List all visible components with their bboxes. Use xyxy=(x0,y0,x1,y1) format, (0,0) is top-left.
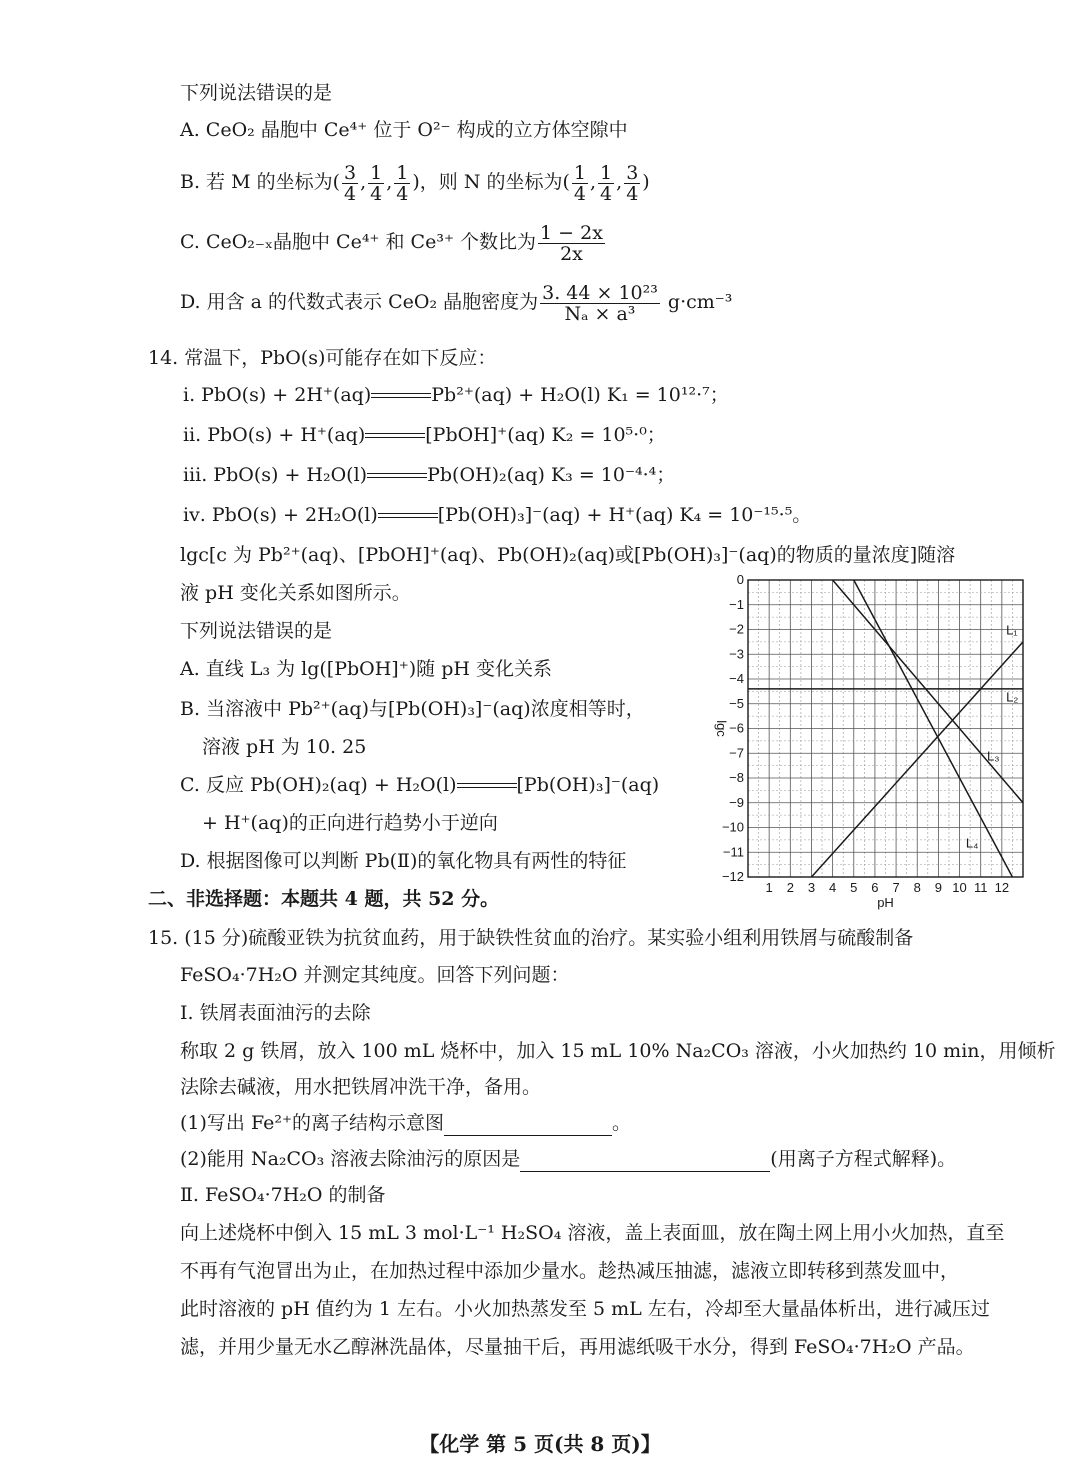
x-tick-label: 11 xyxy=(973,880,988,895)
x-tick-label: 2 xyxy=(786,880,794,895)
q15-sub-2: (2)能用 Na₂CO₃ 溶液去除油污的原因是 (用离子方程式解释)。 xyxy=(180,1148,957,1170)
q13-option-c: C. CeO₂₋ₓ晶胞中 Ce⁴⁺ 和 Ce³⁺ 个数比为 $\frac{1 - 2x}{2x}$ xyxy=(180,221,603,265)
q15-line-1: 15. (15 分)硫酸亚铁为抗贫血药，用于缺铁性贫血的治疗。某实验小组利用铁屑与硫酸制备 xyxy=(148,927,914,949)
y-tick-label: −5 xyxy=(729,695,744,711)
y-tick-label: −8 xyxy=(729,770,744,785)
lgc-ph-chart xyxy=(705,570,1035,915)
x-tick-label: 3 xyxy=(807,880,816,895)
q15-line-2: FeSO₄·7H₂O 并测定其纯度。回答下列问题： xyxy=(180,964,570,986)
x-tick-label: 1 xyxy=(765,880,773,895)
q13-option-a: A. CeO₂ 晶胞中 Ce⁴⁺ 位于 O²⁻ 构成的立方体空隙中 xyxy=(180,119,628,141)
y-tick-label: −1 xyxy=(729,596,744,612)
section2-title: 二、非选择题：本题共 4 题，共 52 分。 xyxy=(148,888,500,910)
q15-part-1: Ⅰ. 铁屑表面油污的去除 xyxy=(180,1002,371,1024)
q13-option-b: B. 若 M 的坐标为( $\frac{3}{4}$ , $\frac{1}{4}$ , $\frac{1}{4}$ )，则 N 的坐标为( $\frac{1}{4}$ , $\frac{1}{4}$ , $\frac{3}{4}$ ) xyxy=(180,161,650,205)
y-axis-label: lgc xyxy=(714,720,729,737)
answer-blank-2[interactable] xyxy=(520,1153,770,1172)
q14-description-1: lgc[c 为 Pb²⁺(aq)、[PbOH]⁺(aq)、Pb(OH)₂(aq)或[Pb(OH)₃]⁻(aq)的物质的量浓度]随溶 xyxy=(180,544,956,566)
y-tick-label: −4 xyxy=(729,671,744,686)
q14-option-a: A. 直线 L₃ 为 lg([PbOH]⁺)随 pH 变化关系 xyxy=(180,658,552,680)
x-tick-label: 12 xyxy=(994,880,1010,895)
q15-paragraph-2c: 此时溶液的 pH 值约为 1 左右。小火加热蒸发至 5 mL 左右，冷却至大量晶体析出，进行减压过 xyxy=(180,1298,990,1320)
q14-option-d: D. 根据图像可以判断 Pb(Ⅱ)的氧化物具有两性的特征 xyxy=(180,850,627,872)
q14-reaction-4: ⅳ. PbO(s) + 2H₂O(l) [Pb(OH)₃]⁻(aq) + H⁺(aq) K₄ = 10⁻¹⁵·⁵。 xyxy=(183,504,812,526)
x-tick-label: 5 xyxy=(850,880,858,895)
q15-paragraph-2b: 不再有气泡冒出为止，在加热过程中添加少量水。趁热减压抽滤，滤液立即转移到蒸发皿中， xyxy=(180,1260,960,1282)
y-tick-label: −9 xyxy=(729,794,744,810)
x-tick-label: 7 xyxy=(892,880,900,895)
y-tick-label: −12 xyxy=(721,869,744,884)
series-label: L₃ xyxy=(987,748,1000,764)
x-axis-label: pH xyxy=(877,895,894,910)
y-tick-label: 0 xyxy=(736,572,744,587)
series-label: L₄ xyxy=(965,835,979,851)
page-footer: 【化学 第 5 页(共 8 页)】 xyxy=(419,1432,661,1456)
q14-option-b-1: B. 当溶液中 Pb²⁺(aq)与[Pb(OH)₃]⁻(aq)浓度相等时， xyxy=(180,698,645,720)
y-tick-label: −10 xyxy=(721,819,744,835)
q15-paragraph-1b: 法除去碱液，用水把铁屑冲洗干净，备用。 xyxy=(180,1076,542,1098)
q15-part-2: Ⅱ. FeSO₄·7H₂O 的制备 xyxy=(180,1184,386,1206)
q14-option-b-2: 溶液 pH 为 10. 25 xyxy=(202,736,367,758)
q14-reaction-3: ⅲ. PbO(s) + H₂O(l) Pb(OH)₂(aq) K₃ = 10⁻⁴·⁴； xyxy=(183,464,676,486)
x-tick-label: 10 xyxy=(952,880,967,895)
y-tick-label: −3 xyxy=(729,646,744,662)
answer-blank-1[interactable] xyxy=(444,1117,612,1136)
x-tick-label: 6 xyxy=(871,880,879,895)
x-tick-label: 9 xyxy=(934,880,943,895)
y-tick-label: −6 xyxy=(729,720,744,736)
equilibrium-arrow-icon xyxy=(371,391,431,401)
equilibrium-arrow-icon xyxy=(367,471,427,481)
q14-reaction-2: ⅱ. PbO(s) + H⁺(aq) [PbOH]⁺(aq) K₂ = 10⁵·⁰； xyxy=(183,424,666,446)
q14-question: 下列说法错误的是 xyxy=(180,620,333,642)
q14-reaction-1: ⅰ. PbO(s) + 2H⁺(aq) Pb²⁺(aq) + H₂O(l) K₁ = 10¹²·⁷； xyxy=(183,384,729,406)
q14-option-c-2: + H⁺(aq)的正向进行趋势小于逆向 xyxy=(202,812,498,834)
x-tick-label: 4 xyxy=(828,880,837,895)
m-x: $\frac{3}{4}$ xyxy=(344,161,357,205)
q14-stem: 14. 常温下，PbO(s)可能存在如下反应： xyxy=(148,347,497,369)
y-tick-label: −7 xyxy=(729,745,744,761)
q15-sub-1: (1)写出 Fe²⁺的离子结构示意图 。 xyxy=(180,1112,632,1134)
y-tick-label: −11 xyxy=(722,844,744,860)
y-tick-label: −2 xyxy=(729,621,744,637)
q14-option-c-1: C. 反应 Pb(OH)₂(aq) + H₂O(l) [Pb(OH)₃]⁻(aq) xyxy=(180,774,660,796)
q15-paragraph-2a: 向上述烧杯中倒入 15 mL 3 mol·L⁻¹ H₂SO₄ 溶液，盖上表面皿，放在陶土网上用小火加热，直至 xyxy=(180,1222,1005,1244)
x-tick-label: 8 xyxy=(913,880,921,895)
q13-stem: 下列说法错误的是 xyxy=(180,82,333,104)
q15-paragraph-1a: 称取 2 g 铁屑，放入 100 mL 烧杯中，加入 15 mL 10% Na₂CO₃ 溶液，小火加热约 10 min，用倾析 xyxy=(180,1040,1056,1062)
series-label: L₁ xyxy=(1006,622,1018,638)
q15-paragraph-2d: 滤，并用少量无水乙醇淋洗晶体，尽量抽干后，再用滤纸吸干水分，得到 FeSO₄·7H₂O 产品。 xyxy=(180,1336,975,1358)
q13-option-d: D. 用含 a 的代数式表示 CeO₂ 晶胞密度为 $\frac{\text{3. 44 × 10²³}}{\text{Nₐ × a³}}$ g·cm⁻³ xyxy=(180,281,733,325)
equilibrium-arrow-icon xyxy=(365,431,425,441)
q14-description-2: 液 pH 变化关系如图所示。 xyxy=(180,582,411,604)
equilibrium-arrow-icon xyxy=(378,511,438,521)
equilibrium-arrow-icon xyxy=(457,781,517,791)
series-label: L₂ xyxy=(1006,689,1019,705)
